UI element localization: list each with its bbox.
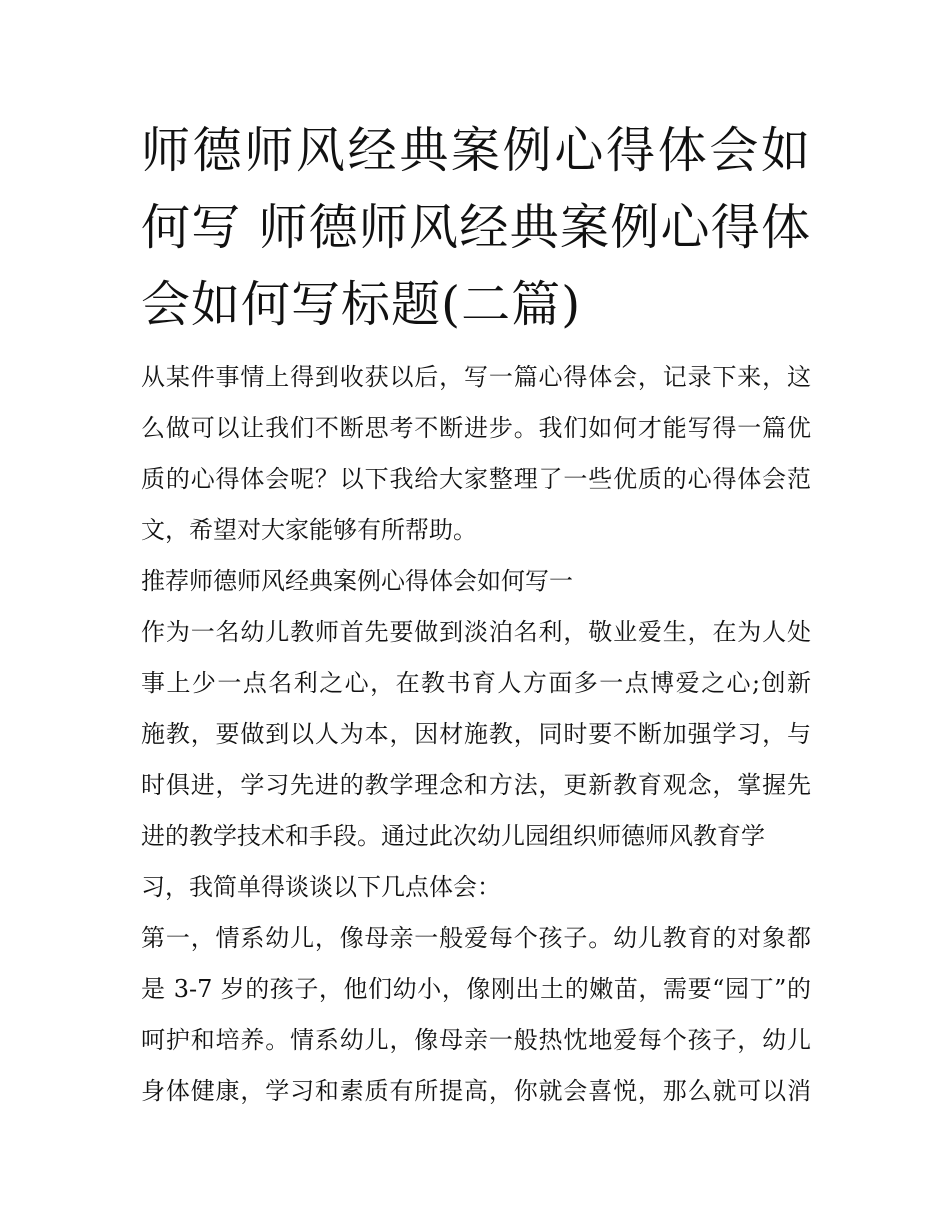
paragraph-line: 施教，要做到以人为本，因材施教，同时要不断加强学习，与	[141, 720, 811, 748]
paragraph-line: 事上少一点名利之心，在教书育人方面多一点博爱之心;创新	[141, 669, 811, 697]
paragraph-line: 时俱进，学习先进的教学理念和方法，更新教育观念，掌握先	[141, 771, 811, 799]
intro-line: 从某件事情上得到收获以后，写一篇心得体会，记录下来，这	[141, 363, 811, 391]
intro-line: 质的心得体会呢？以下我给大家整理了一些优质的心得体会范	[141, 465, 811, 493]
body-paragraph-1	[141, 607, 811, 913]
body-paragraph-2	[141, 913, 811, 1117]
intro-line: 文，希望对大家能够有所帮助。	[141, 516, 477, 544]
paragraph-line: 是 3-7 岁的孩子，他们幼小，像刚出土的嫩苗，需要“园丁”的	[141, 975, 811, 1003]
document-page	[141, 112, 811, 1117]
paragraph-line: 身体健康，学习和素质有所提高，你就会喜悦，那么就可以消	[141, 1077, 811, 1105]
paragraph-line: 习，我简单得谈谈以下几点体会：	[141, 873, 501, 901]
paragraph-line: 呵护和培养。情系幼儿，像母亲一般热忱地爱每个孩子，幼儿	[141, 1026, 811, 1054]
section-subheading: 推荐师德师风经典案例心得体会如何写一	[141, 567, 573, 595]
intro-paragraph	[141, 352, 811, 556]
paragraph-line: 作为一名幼儿教师首先要做到淡泊名利，敬业爱生，在为人处	[141, 618, 811, 646]
paragraph-line: 进的教学技术和手段。通过此次幼儿园组织师德师风教育学	[141, 822, 765, 850]
paragraph-line: 第一，情系幼儿，像母亲一般爱每个孩子。幼儿教育的对象都	[141, 924, 811, 952]
intro-line: 么做可以让我们不断思考不断进步。我们如何才能写得一篇优	[141, 414, 811, 442]
document-title: 师德师风经典案例心得体会如何写 师德师风经典案例心得体会如何写标题(二篇)	[141, 122, 811, 333]
